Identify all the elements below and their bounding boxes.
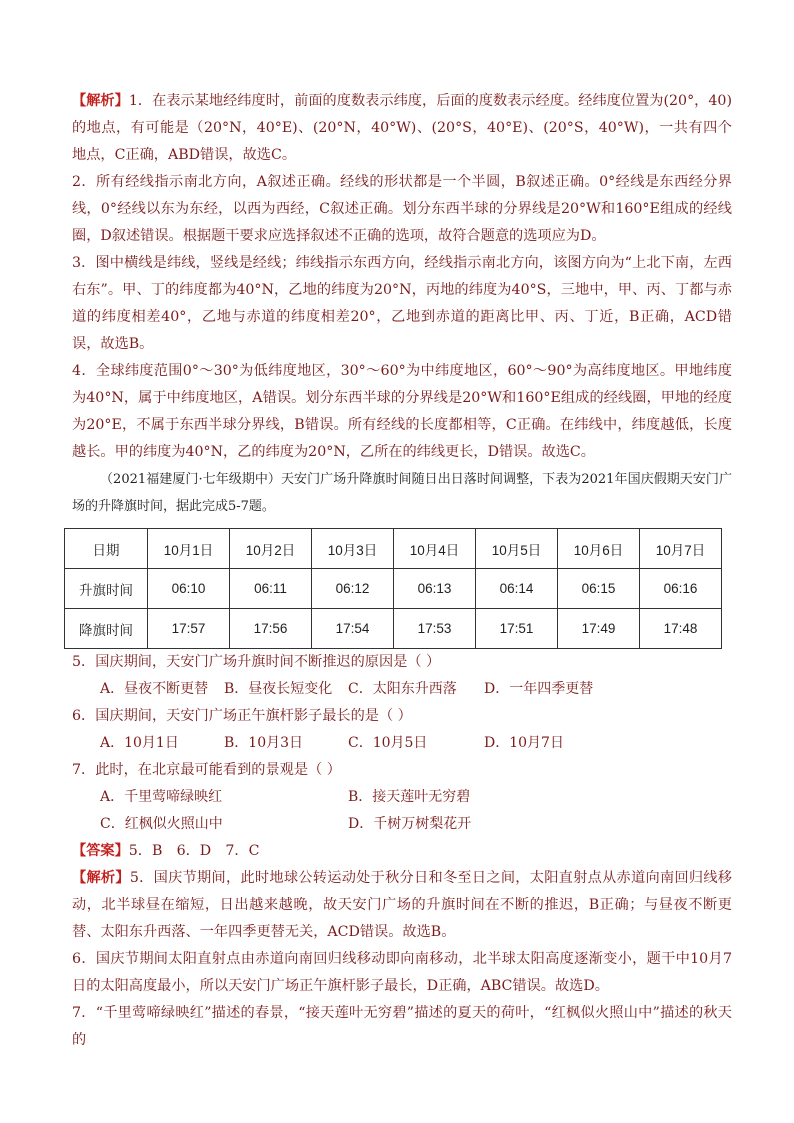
table-row [65,609,722,649]
table-cell: 06:11 [230,569,312,609]
option-a: A．千里莺啼绿映红 [100,789,223,805]
table-cell: 10月3日 [312,529,394,569]
table-cell: 06:16 [640,569,722,609]
table-cell: 06:14 [476,569,558,609]
table-cell: 06:12 [312,569,394,609]
table-cell: 10月2日 [230,529,312,569]
option-b: B．昼夜长短变化 [224,681,333,697]
analysis-para-3: 3．图中横线是纬线，竖线是经线；纬线指示东西方向，经线指示南北方向，该图方向为“上北下南，左西右东”。甲、丁的纬度都为40°N，乙地的纬度为20°N，丙地的纬度为40°S，三地中，甲、丙、丁都与赤道的纬度相差40°，乙地与赤道的纬度相差20°，乙地到赤道的距离比甲、丙、丁近，B正确，ACD错误，故选B。 [72,255,732,352]
table-cell: 日期 [65,529,148,569]
table-cell: 17:57 [148,609,230,649]
table-cell: 升旗时间 [65,569,148,609]
table-cell: 10月4日 [394,529,476,569]
table-cell: 06:13 [394,569,476,609]
option-d: D．一年四季更替 [484,681,594,697]
table-header-row [65,529,722,569]
analysis-para-5: 【解析】5．国庆节期间，此时地球公转运动处于秋分日和冬至日之间，太阳直射点从赤道向南回归线移动，北半球昼在缩短，日出越来越晚，故天安门广场的升旗时间在不断的推迟，B正确；与昼夜不断更替、太阳东升西落、一年四季更替无关，ACD错误。故选B。 [72,870,732,940]
document-page [72,88,732,1054]
question-5-stem: 5．国庆期间，天安门广场升旗时间不断推迟的原因是（ ） [72,654,441,670]
answer-line: 【答案】5．B 6．D 7．C [72,843,260,859]
question-7-stem: 7．此时，在北京最可能看到的景观是（ ） [72,762,341,778]
table-cell: 06:10 [148,569,230,609]
table-cell: 10月6日 [558,529,640,569]
analysis-tag: 【解析】 [72,870,130,886]
question-6-stem: 6．国庆期间，天安门广场正午旗杆影子最长的是（ ） [72,708,412,724]
table-cell: 10月1日 [148,529,230,569]
analysis-para-1: 【解析】1．在表示某地经纬度时，前面的度数表示纬度，后面的度数表示经度。经纬度位置为(20°，40)的地点，有可能是（20°N，40°E)、(20°N，40°W)、(20°S，40°E)、(20°S，40°W)，一共有四个地点，C正确，ABD错误，故选C。 [72,93,732,163]
analysis-para-4: 4．全球纬度范围0°～30°为低纬度地区，30°～60°为中纬度地区，60°～90°为高纬度地区。甲地纬度为40°N，属于中纬度地区，A错误。划分东西半球的分界线是20°W和160°E组成的经线圈，甲地的经度为20°E，不属于东西半球分界线，B错误。所有经线的长度都相等，C正确。在纬线中，纬度越低，长度越长。甲的纬度为40°N，乙的纬度为20°N，乙所在的纬线更长，D错误。故选C。 [72,363,732,460]
analysis-para-7: 7．“千里莺啼绿映红”描述的春景，“接天莲叶无穷碧”描述的夏天的荷叶，“红枫似火照山中”描述的秋天的 [72,1005,732,1048]
option-b: B．10月3日 [224,735,304,751]
table-cell: 06:15 [558,569,640,609]
analysis-tag: 【解析】 [72,93,129,109]
table-cell: 17:53 [394,609,476,649]
table-row [65,569,722,609]
question-7-options [72,784,732,838]
question-5-options [72,676,732,703]
option-a: A．昼夜不断更替 [100,681,209,697]
question-intro: （2021福建厦门·七年级期中）天安门广场升降旗时间随日出日落时间调整，下表为2021年国庆假期天安门广场的升降旗时间，据此完成5-7题。 [72,472,732,514]
answer-tag: 【答案】 [72,843,129,859]
table-cell: 17:54 [312,609,394,649]
option-c: C．10月5日 [348,735,428,751]
question-6-options [72,730,732,757]
table-cell: 17:48 [640,609,722,649]
table-cell: 降旗时间 [65,609,148,649]
table-cell: 17:49 [558,609,640,649]
table-cell: 10月5日 [476,529,558,569]
analysis-para-2: 2．所有经线指示南北方向，A叙述正确。经线的形状都是一个半圆，B叙述正确。0°经线是东西经分界线，0°经线以东为东经，以西为西经，C叙述正确。划分东西半球的分界线是20°W和160°E组成的经线圈，D叙述错误。根据题干要求应选择叙述不正确的选项，故符合题意的选项应为D。 [72,174,732,244]
option-d: D．10月7日 [484,735,564,751]
option-d: D．千树万树梨花开 [348,816,472,832]
option-a: A．10月1日 [100,735,179,751]
option-b: B．接天莲叶无穷碧 [348,789,471,805]
table-cell: 10月7日 [640,529,722,569]
table-cell: 17:51 [476,609,558,649]
option-c: C．太阳东升西落 [348,681,457,697]
option-c: C．红枫似火照山中 [100,816,223,832]
flag-time-table [64,528,722,649]
analysis-para-6: 6．国庆节期间太阳直射点由赤道向南回归线移动即向南移动，北半球太阳高度逐渐变小，题干中10月7日的太阳高度最小，所以天安门广场正午旗杆影子最长，D正确，ABC错误。故选D。 [72,951,732,994]
table-cell: 17:56 [230,609,312,649]
